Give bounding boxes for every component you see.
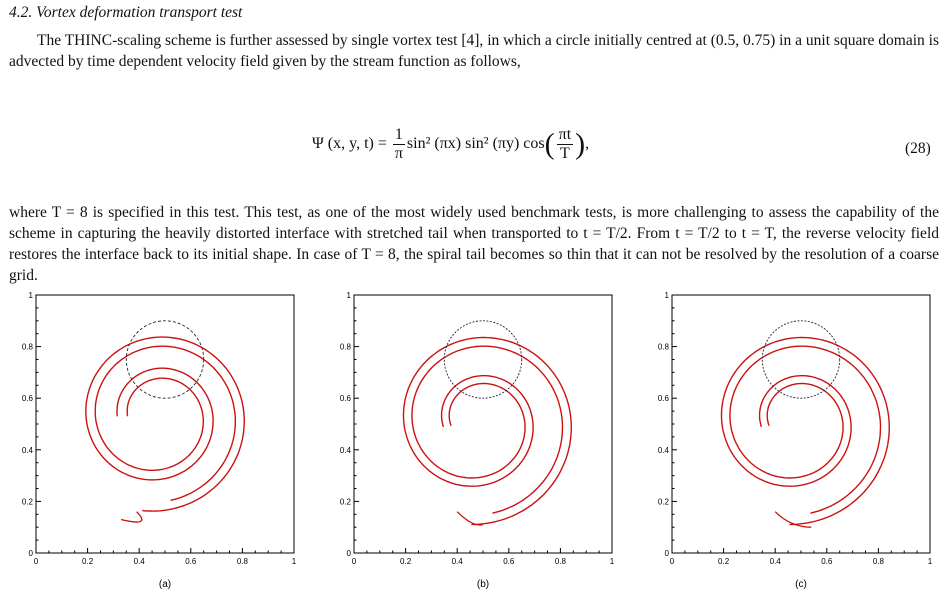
y-tick-label: 0.4 — [339, 445, 351, 455]
y-tick-label: 0.8 — [339, 342, 351, 352]
y-tick-label: 0.2 — [657, 497, 669, 507]
left-paren: ( — [544, 127, 555, 161]
panel-label: (b) — [476, 579, 490, 590]
equation-trig: sin² (πx) sin² (πy) cos — [406, 135, 545, 153]
y-tick-label: 0.8 — [657, 342, 669, 352]
y-tick-label: 1 — [664, 291, 669, 300]
x-tick-label: 0.2 — [400, 557, 412, 566]
spiral-outer-curve — [404, 338, 572, 525]
equation-tail: , — [585, 135, 590, 153]
initial-circle — [444, 321, 521, 398]
right-paren: ) — [575, 127, 586, 161]
plot-c — [646, 290, 946, 590]
y-tick-label: 0.8 — [21, 342, 33, 352]
panel-label: (c) — [795, 579, 807, 590]
fraction-pit-over-t — [557, 126, 574, 163]
y-tick-label: 0.4 — [657, 445, 669, 455]
spiral-outer-curve — [86, 337, 245, 511]
x-tick-label: 0.2 — [82, 557, 94, 566]
plot-a — [10, 290, 310, 590]
panel-label: (a) — [158, 579, 172, 590]
frac2-denominator: T — [560, 145, 570, 162]
spiral-inner-curve — [730, 346, 881, 513]
frac1-numerator: 1 — [394, 126, 403, 143]
equation-body — [312, 126, 589, 163]
x-tick-label: 0.8 — [236, 557, 248, 566]
spiral-inner-curve — [95, 346, 235, 500]
fraction-one-over-pi — [393, 126, 405, 163]
x-tick-label: 0.4 — [769, 557, 781, 566]
x-tick-label: 1 — [609, 557, 615, 566]
spiral-inner-curve — [412, 346, 563, 513]
x-tick-label: 0.6 — [821, 557, 833, 566]
x-tick-label: 1 — [927, 557, 933, 566]
x-tick-label: 0.6 — [503, 557, 515, 566]
spiral-tail — [457, 512, 483, 525]
y-tick-label: 0.2 — [21, 497, 33, 507]
frac2-numerator: πt — [558, 126, 572, 143]
y-tick-label: 0.6 — [21, 394, 33, 404]
x-tick-label: 0.6 — [185, 557, 197, 566]
x-tick-label: 0.2 — [718, 557, 730, 566]
equation-number: (28) — [905, 140, 931, 157]
y-tick-label: 0 — [28, 549, 33, 558]
axes-frame — [672, 295, 930, 553]
axes-frame — [36, 295, 294, 553]
y-tick-label: 0.6 — [339, 394, 351, 404]
equation-28 — [0, 120, 947, 172]
frac1-denominator: π — [394, 145, 403, 162]
section-heading: 4.2. Vortex deformation transport test — [9, 4, 243, 21]
y-tick-label: 0.4 — [21, 445, 33, 455]
x-tick-label: 0 — [33, 557, 39, 566]
y-tick-label: 0.2 — [339, 497, 351, 507]
x-tick-label: 0 — [351, 557, 357, 566]
initial-circle — [762, 321, 839, 398]
y-tick-label: 1 — [28, 291, 33, 300]
y-tick-label: 0.6 — [657, 394, 669, 404]
x-tick-label: 0.8 — [872, 557, 884, 566]
y-tick-label: 1 — [346, 291, 351, 300]
spiral-outer-curve — [722, 338, 890, 525]
y-tick-label: 0 — [346, 549, 351, 558]
figure-panel-a — [10, 290, 310, 590]
x-tick-label: 0.8 — [554, 557, 566, 566]
initial-circle — [126, 321, 203, 398]
x-tick-label: 1 — [291, 557, 297, 566]
axes-frame — [354, 295, 612, 553]
spiral-tail — [121, 512, 142, 522]
description-paragraph: where T = 8 is specified in this test. This test, as one of the most widely used benchmark tests, is more challenging to assess the capability of the scheme in capturing the heavily distorted interface with stretched tail when transported to t = T/2. From t = T/2 to t = T, the reverse velocity field restores the interface back to its initial shape. In case of T = 8, the spiral tail becomes so thin that it can not be resolved by the resolution of a coarse grid. — [9, 204, 939, 284]
equation-lhs: Ψ (x, y, t) = — [312, 135, 387, 153]
x-tick-label: 0.4 — [451, 557, 463, 566]
y-tick-label: 0 — [664, 549, 669, 558]
figure-panel-c — [646, 290, 946, 590]
x-tick-label: 0.4 — [133, 557, 145, 566]
intro-paragraph: The THINC-scaling scheme is further assessed by single vortex test [4], in which a circle initially centred at (0.5, 0.75) in a unit square domain is advected by time dependent velocity field given by the stream function as follows, — [9, 32, 939, 70]
plot-b — [328, 290, 628, 590]
figure-panel-b — [328, 290, 628, 590]
x-tick-label: 0 — [669, 557, 675, 566]
